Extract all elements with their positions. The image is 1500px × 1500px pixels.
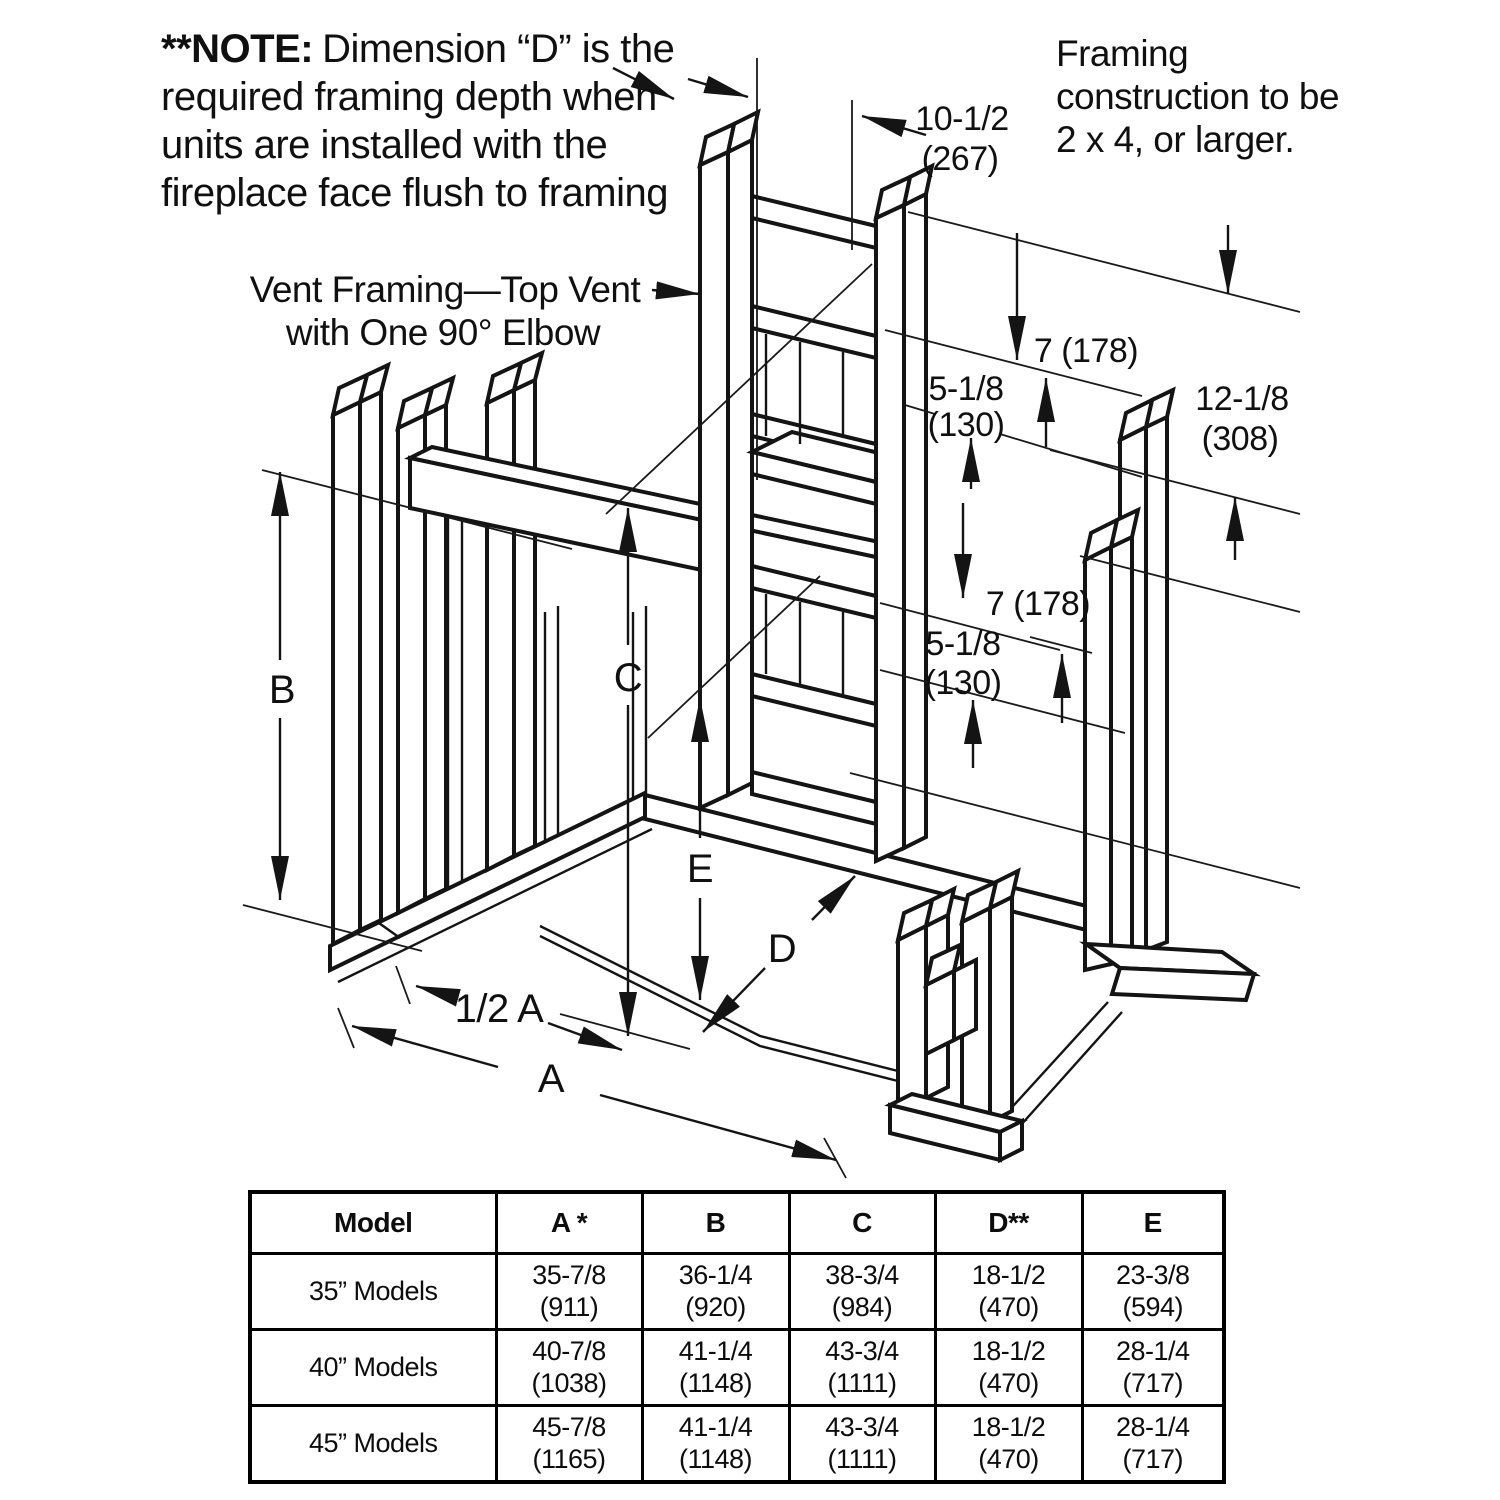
model-cell: 35” Models xyxy=(250,1254,496,1330)
table-cell xyxy=(789,1254,935,1330)
framing-note-line3: 2 x 4, or larger. xyxy=(1056,119,1295,160)
table-cell xyxy=(496,1406,642,1483)
value-mm: (984) xyxy=(831,1291,893,1322)
dim-vent-width-in: 10-1/2 xyxy=(915,100,1009,138)
value-in: 28-1/4 xyxy=(1115,1336,1190,1367)
col-header-a: A * xyxy=(496,1192,642,1254)
note-bold-prefix: **NOTE: xyxy=(161,27,314,71)
table-cell xyxy=(642,1330,789,1406)
table-row xyxy=(250,1330,1224,1406)
value-mm: (1111) xyxy=(827,1443,897,1474)
note-rest: Dimension “D” is the xyxy=(322,27,675,71)
value-mm: (594) xyxy=(1122,1291,1184,1322)
value-in: 35-7/8 xyxy=(532,1260,606,1291)
dim-seven-top: 7 (178) xyxy=(1033,332,1139,370)
dim-vent-width-mm: (267) xyxy=(921,140,999,178)
col-header-d: D** xyxy=(935,1192,1082,1254)
vent-label-line2: with One 90° Elbow xyxy=(285,312,601,353)
value-in: 43-3/4 xyxy=(825,1336,899,1367)
vent-label-arrow xyxy=(652,290,700,294)
table-cell xyxy=(935,1330,1082,1406)
dim-letter-b: B xyxy=(268,668,296,712)
table-cell xyxy=(496,1254,642,1330)
note-text-line4: fireplace face flush to framing xyxy=(161,171,668,215)
col-header-b: B xyxy=(642,1192,789,1254)
value-in: 28-1/4 xyxy=(1115,1412,1190,1443)
value-in: 41-1/4 xyxy=(678,1412,753,1443)
value-in: 41-1/4 xyxy=(678,1336,753,1367)
col-header-c: C xyxy=(789,1192,935,1254)
table-cell xyxy=(642,1406,789,1483)
value-mm: (920) xyxy=(685,1291,746,1322)
table-cell xyxy=(935,1254,1082,1330)
col-header-model: Model xyxy=(250,1192,496,1254)
dim-seven-mid: 7 (178) xyxy=(985,585,1091,623)
value-in: 18-1/2 xyxy=(971,1336,1046,1367)
value-mm: (1148) xyxy=(678,1367,753,1398)
dim-five-top-in: 5-1/8 xyxy=(928,370,1004,408)
value-in: 36-1/4 xyxy=(678,1260,753,1291)
dim-twelve-in: 12-1/8 xyxy=(1195,380,1289,418)
value-in: 45-7/8 xyxy=(532,1412,606,1443)
value-in: 38-3/4 xyxy=(825,1260,899,1291)
value-mm: (470) xyxy=(978,1291,1039,1322)
framing-note-line2: construction to be xyxy=(1056,76,1340,117)
note-text-line2: required framing depth when xyxy=(161,75,657,119)
dim-five-mid-mm: (130) xyxy=(924,664,1002,702)
floor-front-edges xyxy=(540,926,898,1081)
table-cell xyxy=(789,1406,935,1483)
dim-letter-half-a: 1/2 A xyxy=(454,987,544,1031)
value-mm: (717) xyxy=(1122,1367,1184,1398)
table-row xyxy=(250,1406,1224,1483)
model-cell: 45” Models xyxy=(250,1406,496,1483)
value-in: 18-1/2 xyxy=(971,1260,1046,1291)
dim-five-top-mm: (130) xyxy=(927,406,1005,444)
col-header-e: E xyxy=(1082,1192,1224,1254)
value-mm: (1038) xyxy=(531,1367,607,1398)
value-in: 40-7/8 xyxy=(532,1336,606,1367)
vent-label-line1: Vent Framing—Top Vent xyxy=(249,269,641,310)
value-mm: (1111) xyxy=(827,1367,897,1398)
table-header-row xyxy=(250,1192,1224,1254)
table-cell xyxy=(496,1330,642,1406)
table-cell xyxy=(1082,1254,1224,1330)
value-mm: (717) xyxy=(1122,1443,1184,1474)
dim-twelve-mm: (308) xyxy=(1201,420,1279,458)
value-in: 18-1/2 xyxy=(971,1412,1046,1443)
table-row xyxy=(250,1254,1224,1330)
table-cell xyxy=(1082,1406,1224,1483)
dim-letter-d: D xyxy=(767,927,797,971)
value-mm: (911) xyxy=(539,1291,599,1322)
vent-frame-ladder xyxy=(700,112,932,861)
dim-letter-c: C xyxy=(613,656,643,700)
table-cell xyxy=(1082,1330,1224,1406)
model-cell: 40” Models xyxy=(250,1330,496,1406)
value-mm: (470) xyxy=(978,1367,1039,1398)
value-mm: (1148) xyxy=(678,1443,753,1474)
table-cell xyxy=(935,1406,1082,1483)
dim-letter-a: A xyxy=(537,1057,565,1101)
dim-letter-e: E xyxy=(686,847,714,891)
value-in: 23-3/8 xyxy=(1115,1260,1190,1291)
framing-note-line1: Framing xyxy=(1056,33,1189,74)
note-text-line1 xyxy=(161,27,674,71)
table-cell xyxy=(789,1330,935,1406)
table-cell xyxy=(642,1254,789,1330)
value-mm: (470) xyxy=(978,1443,1039,1474)
value-in: 43-3/4 xyxy=(825,1412,899,1443)
value-mm: (1165) xyxy=(532,1443,606,1474)
dim-five-mid-in: 5-1/8 xyxy=(925,625,1001,663)
dimension-table xyxy=(248,1190,1226,1484)
note-text-line3: units are installed with the xyxy=(161,123,608,167)
